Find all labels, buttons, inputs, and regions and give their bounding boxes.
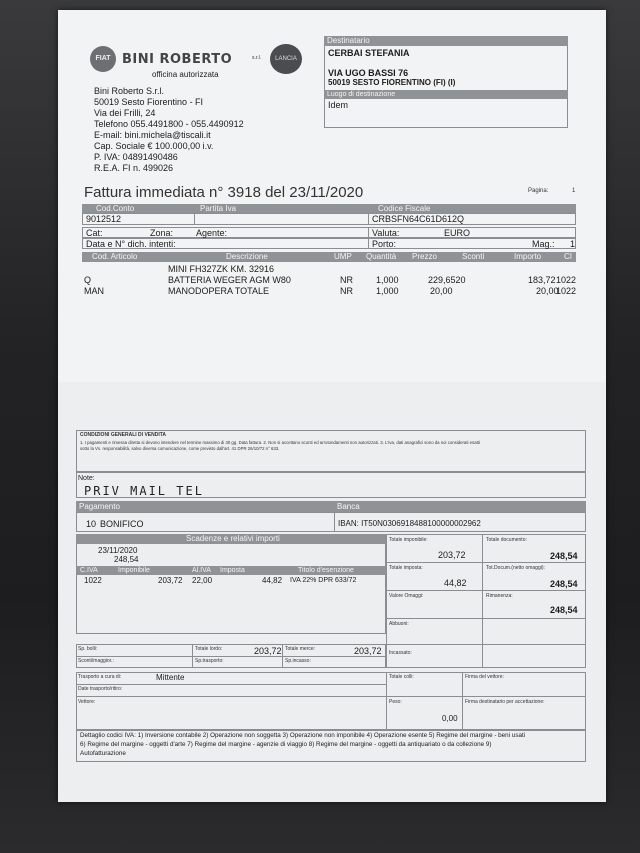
vat-col-taxable: Imponibile xyxy=(118,567,150,574)
invoice-paper xyxy=(58,10,606,802)
totale-imposta-label: Totale imposta: xyxy=(389,565,423,571)
items-col-ump: UMP xyxy=(334,252,352,261)
divider xyxy=(194,213,195,225)
company-line-1: Bini Roberto S.r.l. xyxy=(94,86,165,96)
totale-merce-value: 203,72 xyxy=(354,646,382,656)
item-row-2-qty: 1,000 xyxy=(376,275,399,285)
item-row-2-price: 229,6520 xyxy=(428,275,466,285)
deadlines-header: Scadenze e relativi importi xyxy=(76,534,386,544)
divider xyxy=(386,644,586,645)
fiat-logo-label: FIAT xyxy=(95,55,111,62)
vat-row-code: 1022 xyxy=(84,576,102,585)
company-line-5: E-mail: bini.michela@tiscali.it xyxy=(94,130,211,140)
totale-documento-label: Totale documento: xyxy=(486,537,527,543)
vettore-label: Vettore: xyxy=(78,699,96,705)
items-col-qty: Quantità xyxy=(366,252,397,261)
item-row-3-code: MAN xyxy=(84,286,104,296)
partita-iva-label: Partita Iva xyxy=(200,204,237,213)
item-row-3-ump: NR xyxy=(340,286,353,296)
item-row-3-price: 20,00 xyxy=(430,286,453,296)
item-row-1-desc: MINI FH327ZK KM. 32916 xyxy=(168,264,275,274)
vat-col-tax: Imposta xyxy=(220,567,245,574)
lancia-logo xyxy=(270,44,302,74)
deadline-date: 23/11/2020 xyxy=(98,546,138,555)
destination-header: Luogo di destinazione xyxy=(324,90,568,99)
vat-row-taxable: 203,72 xyxy=(158,576,183,585)
deadline-amount: 248,54 xyxy=(114,555,139,564)
company-line-8: R.E.A. FI n. 499026 xyxy=(94,163,174,173)
item-row-2-code: Q xyxy=(84,275,92,285)
recipient-city: 50019 SESTO FIORENTINO (FI) (I) xyxy=(328,78,456,87)
trasporto-label: Trasporto a cura di: xyxy=(78,674,122,680)
totale-lordo-value: 203,72 xyxy=(254,646,282,656)
invoice-title: Fattura immediata n° 3918 del 23/11/2020 xyxy=(84,184,364,201)
notes-handwritten: PRIV MAIL TEL xyxy=(84,484,204,498)
items-header-bar xyxy=(82,252,576,262)
cod-conto-label: Cod.Conto xyxy=(96,204,135,213)
divider xyxy=(368,213,369,225)
payment-code: 10 xyxy=(86,519,97,529)
company-line-3: Via dei Frilli, 24 xyxy=(94,108,156,118)
sconti-label: Sconti/maggior.: xyxy=(78,658,114,664)
item-row-3-desc: MANODOPERA TOTALE xyxy=(168,286,270,296)
totale-merce-label: Totale merce: xyxy=(285,646,316,652)
divider xyxy=(482,534,483,668)
cat-label: Cat: xyxy=(86,228,103,238)
codice-fiscale-value: CRBSFN64C61D612Q xyxy=(372,214,465,224)
mag-label: Mag.: xyxy=(532,239,555,249)
item-row-2-ump: NR xyxy=(340,275,353,285)
page-label: Pagina: xyxy=(528,188,549,194)
totale-lordo-label: Totale lordo: xyxy=(195,646,223,652)
divider xyxy=(282,644,283,668)
totale-imponibile-label: Totale imponibile: xyxy=(389,537,428,543)
brand-suffix: s.r.l. xyxy=(252,55,262,61)
divider xyxy=(334,512,335,532)
conditions-line-1: 1. I pagamenti e rimessa diretta si devono intendere nel termine massimo di 30 gg. Data fattura. 2. Non si accettano sconti ed arrotondamenti non autorizzati. 3. L'Iva, dati anagrafici sono da noi considerati esatti xyxy=(80,440,480,445)
conditions-line-2: sotto la Vs. responsabilità, salvo diversa comunicazione, come previsto dall'art. 41 DPR 26/10/72 n° 633. xyxy=(80,446,280,451)
abbuoni-label: Abbuoni: xyxy=(389,621,409,627)
item-row-2-ci: 1022 xyxy=(556,275,577,285)
payment-header: Pagamento xyxy=(76,501,334,512)
items-col-ci: CI xyxy=(564,252,572,261)
recipient-name: CERBAI STEFANIA xyxy=(328,48,410,58)
company-line-4: Telefono 055.4491800 - 055.4490912 xyxy=(94,119,244,129)
items-col-price: Prezzo xyxy=(412,252,437,261)
firma-destinatario-label: Firma destinatario per accettazione: xyxy=(465,699,545,705)
peso-label: Peso: xyxy=(389,699,402,705)
item-row-2-desc: BATTERIA WEGER AGM W80 xyxy=(168,275,291,285)
sp-trasporto-label: Sp.trasporto: xyxy=(195,658,224,664)
divider xyxy=(76,696,586,697)
company-line-7: P. IVA: 04891490486 xyxy=(94,152,178,162)
item-row-3-qty: 1,000 xyxy=(376,286,399,296)
divider xyxy=(386,618,586,619)
vat-col-code: C.IVA xyxy=(80,567,98,574)
sp-bolli-label: Sp. bolli: xyxy=(78,646,98,652)
tot-docum-netto-label: Tot.Docum.(netto omaggi): xyxy=(486,565,545,571)
divider xyxy=(76,656,386,657)
vat-col-rate: Al.IVA xyxy=(192,567,211,574)
vat-col-title: Titolo d'esenzione xyxy=(298,567,354,574)
items-col-code: Cod. Articolo xyxy=(92,252,138,261)
recipient-street: VIA UGO BASSI 76 xyxy=(328,68,409,78)
conditions-title: CONDIZIONI GENERALI DI VENDITA xyxy=(80,432,167,438)
valuta-value: EURO xyxy=(444,228,471,238)
divider xyxy=(386,590,586,591)
data-label: Data e N° dich. intenti: xyxy=(86,239,176,249)
item-row-2-amount: 183,72 xyxy=(528,275,556,285)
rimanenza-value: 248,54 xyxy=(550,605,578,615)
iva-codes-line-1: Dettaglio codici IVA: 1) Inversione contabile 2) Operazione non soggetta 3) Operazione non imponibile 4) Operazione esente 5) Regime del margine - beni usati xyxy=(80,732,526,739)
divider xyxy=(386,562,586,563)
divider xyxy=(368,238,369,249)
divider xyxy=(386,672,387,730)
incassato-label: Incassato: xyxy=(389,650,412,656)
vat-row-tax: 44,82 xyxy=(262,576,283,585)
bank-iban: IBAN: IT50N0306918488100000002962 xyxy=(338,519,481,528)
lancia-logo-label: LANCIA xyxy=(275,56,297,62)
fiat-logo xyxy=(90,46,116,72)
iva-codes-line-2: 6) Regime del margine - oggetti d'arte 7) Regime del margine - agenzie di viaggio 8) Regime del margine - oggetti da antiquariato o da collezione 9) xyxy=(80,741,492,748)
payment-values-row xyxy=(76,512,586,532)
rimanenza-label: Rimanenza: xyxy=(486,593,513,599)
totale-imponibile-value: 203,72 xyxy=(438,550,466,560)
notes-label: Note: xyxy=(78,475,95,482)
brand-name: BINI ROBERTO xyxy=(122,52,233,67)
item-row-3-ci: 1022 xyxy=(556,286,577,296)
valore-omaggi-label: Valore Omaggi: xyxy=(389,593,424,599)
company-line-2: 50019 Sesto Fiorentino - FI xyxy=(94,97,204,107)
trasporto-value: Mittente xyxy=(156,673,185,682)
items-col-discount: Sconti xyxy=(462,252,485,261)
recipient-header: Destinatario xyxy=(324,36,568,46)
data-trasporto-label: Date trasporto/ritiro: xyxy=(78,686,123,692)
account-header-bar xyxy=(82,204,576,213)
firma-vettore-label: Firma del vettore: xyxy=(465,674,504,680)
divider xyxy=(462,672,463,730)
totale-imposta-value: 44,82 xyxy=(444,578,467,588)
company-subtitle: officina autorizzata xyxy=(152,70,219,79)
item-row-3-amount: 20,00 xyxy=(536,286,559,296)
peso-value: 0,00 xyxy=(442,714,458,723)
vat-row-rate: 22,00 xyxy=(192,576,213,585)
iva-codes-line-3: Autofatturazione xyxy=(80,750,126,757)
porto-label: Porto: xyxy=(372,239,397,249)
agente-label: Agente: xyxy=(196,228,228,238)
cod-conto-value: 9012512 xyxy=(86,214,122,224)
account-values-row xyxy=(82,213,576,225)
vat-row-title: IVA 22% DPR 633/72 xyxy=(290,577,357,584)
company-line-6: Cap. Sociale € 100.000,00 i.v. xyxy=(94,141,214,151)
items-col-desc: Descrizione xyxy=(226,252,268,261)
items-col-amount: Importo xyxy=(514,252,542,261)
totale-colli-label: Totale colli: xyxy=(389,674,414,680)
zona-label: Zona: xyxy=(150,228,174,238)
tot-docum-netto-value: 248,54 xyxy=(550,579,578,589)
bank-header: Banca xyxy=(334,501,586,512)
mag-value: 1 xyxy=(570,239,576,249)
divider xyxy=(192,644,193,668)
page-value: 1 xyxy=(572,188,576,194)
codice-fiscale-label: Codice Fiscale xyxy=(378,204,431,213)
valuta-label: Valuta: xyxy=(372,228,400,238)
payment-method: BONIFICO xyxy=(100,519,144,529)
divider xyxy=(76,684,386,685)
destination-value: Idem xyxy=(328,100,349,110)
sp-incasso-label: Sp.incasso: xyxy=(285,658,311,664)
divider xyxy=(368,227,369,238)
totale-documento-value: 248,54 xyxy=(550,551,578,561)
